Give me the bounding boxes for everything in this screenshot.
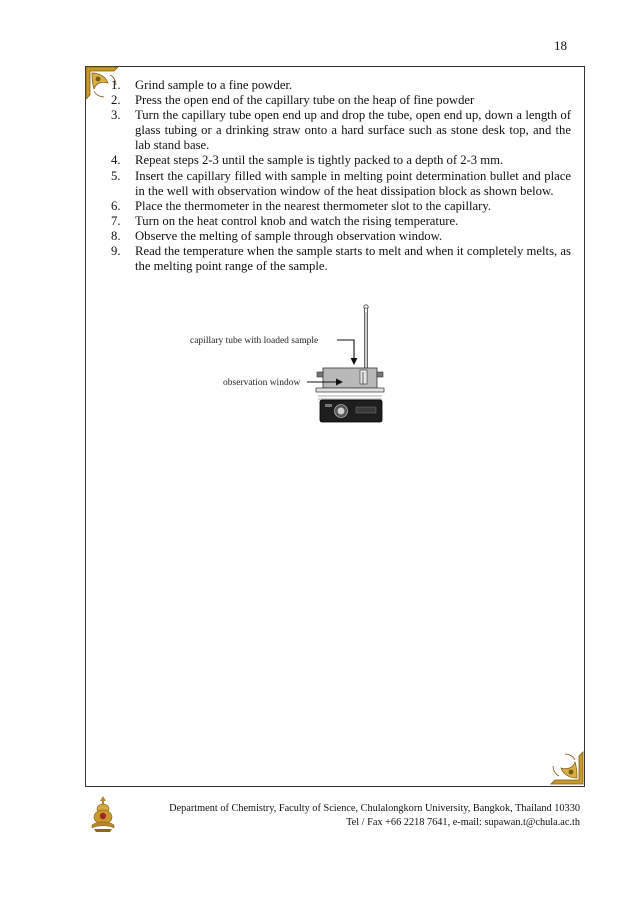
page-number: 18 <box>554 38 567 53</box>
step-text: Repeat steps 2-3 until the sample is tightly packed to a depth of 2-3 mm. <box>135 153 504 168</box>
step-text: Insert the capillary filled with sample in melting point determination bullet and place in the well with observation window of the heat dissipation block as shown below. <box>135 168 571 198</box>
footer-address: Department of Chemistry, Faculty of Science, Chulalongkorn University, Bangkok, Thailand 10330 <box>169 803 580 814</box>
list-item: 7. Turn on the heat control knob and watch the rising temperature. <box>111 213 459 228</box>
step-text: Grind sample to a fine powder. <box>135 78 293 92</box>
procedure-steps-list <box>111 78 571 274</box>
observation-window-label: observation window <box>223 378 301 388</box>
footer-phone-email: Tel / Fax +66 2218 7641, e-mail: supawan.t@chula.ac.th <box>346 816 580 828</box>
step-text: Observe the melting of sample through observation window. <box>135 228 443 243</box>
melting-point-apparatus-figure <box>190 298 400 428</box>
capillary-arrow <box>337 340 354 360</box>
list-item: 2. Press the open end of the capillary tube on the heap of fine powder <box>111 93 475 108</box>
thermometer-icon <box>364 305 368 370</box>
capillary-arrow-head-icon <box>351 358 358 365</box>
university-emblem-icon <box>88 795 118 833</box>
control-unit-icon <box>320 400 382 422</box>
list-item: 3. Turn the capillary tube open end up and drop the tube, open end up, down a length of glass tubing or a drinking straw onto a hard surface such as stone desk top, and the lab stand base. <box>111 108 571 153</box>
capillary-tube-label: capillary tube with loaded sample <box>190 336 319 346</box>
list-item: 8. Observe the melting of sample through observation window. <box>111 228 443 243</box>
step-text: Press the open end of the capillary tube on the heap of fine powder <box>135 93 475 108</box>
step-text: Place the thermometer in the nearest thermometer slot to the capillary. <box>135 198 492 213</box>
heating-block-icon <box>317 368 383 388</box>
list-item: 9. Read the temperature when the sample starts to melt and when it completely melts, as the melting point range of the sample. <box>111 244 571 274</box>
list-item: 5. Insert the capillary filled with sample in melting point determination bullet and place in the well with observation window of the heat dissipation block as shown below. <box>111 168 571 198</box>
list-item: 1. Grind sample to a fine powder. <box>111 78 293 92</box>
step-text: Turn on the heat control knob and watch the rising temperature. <box>135 213 459 228</box>
footer-contact <box>169 802 580 829</box>
step-text: Turn the capillary tube open end up and drop the tube, open end up, down a length of glass tubing or a drinking straw onto a hard surface such as stone desk top, and the lab stand base. <box>135 108 571 153</box>
list-item: 4. Repeat steps 2-3 until the sample is tightly packed to a depth of 2-3 mm. <box>111 153 504 168</box>
step-text: Read the temperature when the sample starts to melt and when it completely melts, as the melting point range of the sample. <box>135 244 571 274</box>
list-item: 6. Place the thermometer in the nearest thermometer slot to the capillary. <box>111 198 492 213</box>
ornament-bottom-right-icon <box>549 750 585 786</box>
